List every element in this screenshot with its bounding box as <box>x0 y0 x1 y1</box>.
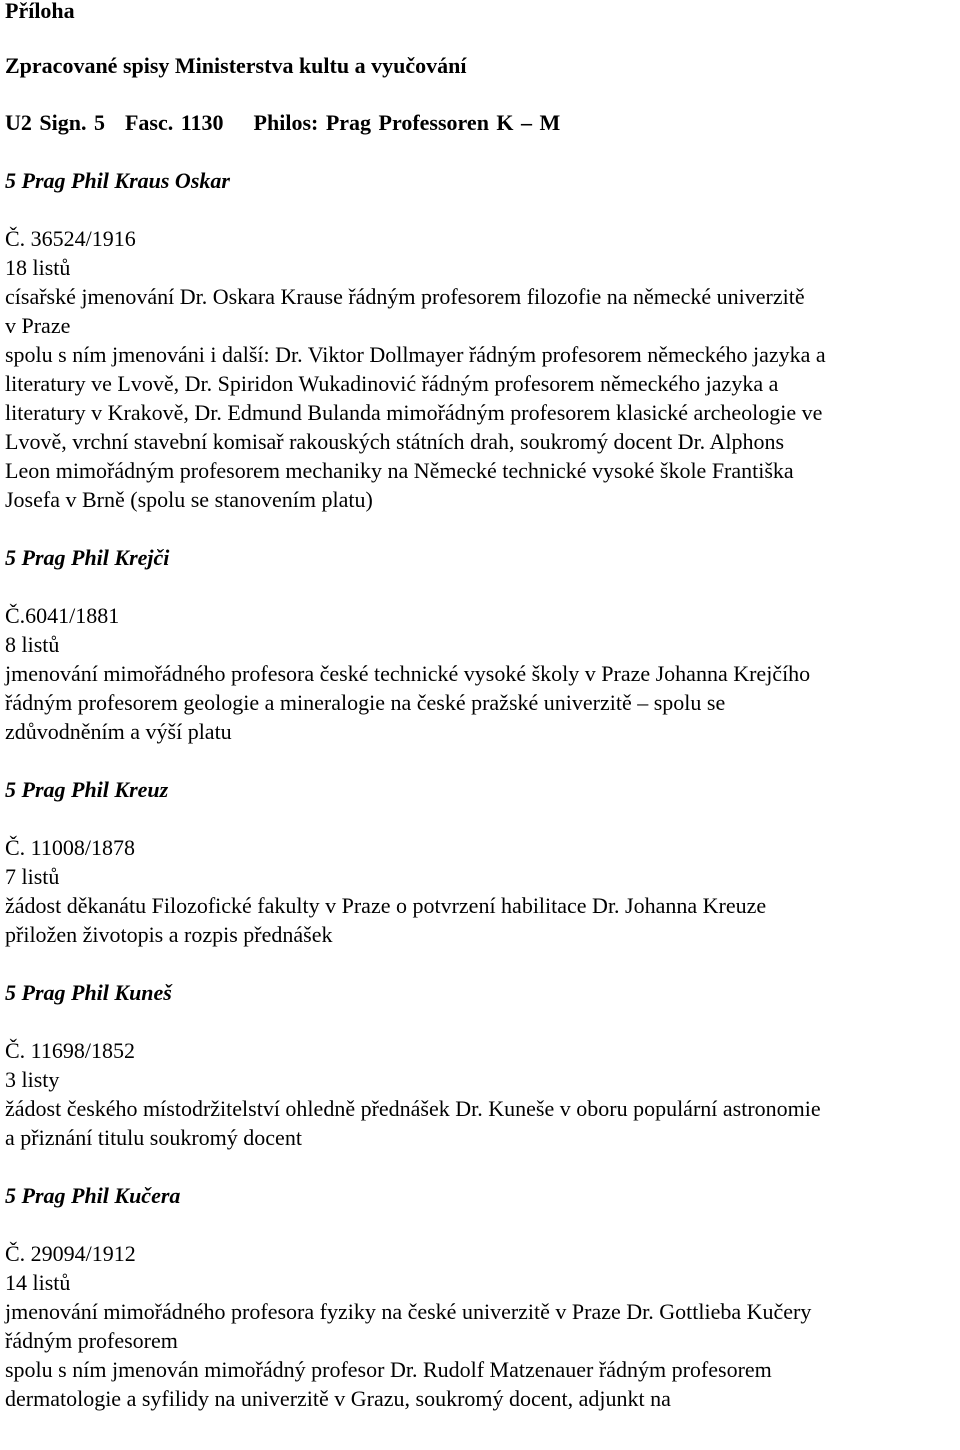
signature-fascicle: Fasc. 1130 <box>124 110 224 135</box>
record-text-line: řádným profesorem geologie a mineralogie na české pražské univerzitě – spolu se <box>5 690 726 715</box>
record-section <box>5 978 955 1152</box>
archive-signature <box>5 108 955 137</box>
record-text-line: Leon mimořádným profesorem mechaniky na Německé technické vysoké škole Františka <box>5 458 794 483</box>
record-text-line: žádost děkanátu Filozofické fakulty v Praze o potvrzení habilitace Dr. Johanna Kreuze <box>5 893 767 918</box>
record-number: Č. 29094/1912 <box>5 1241 136 1266</box>
section-heading: 5 Prag Phil Kuneš <box>5 980 172 1005</box>
record-text-line: v Praze <box>5 313 71 338</box>
record-text-line: jmenování mimořádného profesora české technické vysoké školy v Praze Johanna Krejčího <box>5 661 811 686</box>
record-text-line: literatury v Krakově, Dr. Edmund Bulanda mimořádným profesorem klasické archeologie ve <box>5 400 823 425</box>
record-text-line: spolu s ním jmenován mimořádný profesor Dr. Rudolf Matzenauer řádným profesorem <box>5 1357 772 1382</box>
record-text-line: a přiznání titulu soukromý docent <box>5 1125 302 1150</box>
record-section <box>5 775 955 949</box>
record-number: Č. 11698/1852 <box>5 1038 135 1063</box>
signature-sign: U2 Sign. 5 <box>5 110 105 135</box>
section-heading: 5 Prag Phil Krejči <box>5 545 170 570</box>
sheet-count: 14 listů <box>5 1270 71 1295</box>
document-subtitle: Zpracované spisy Ministerstva kultu a vyučování <box>5 53 467 78</box>
record-text-line: Josefa v Brně (spolu se stanovením platu) <box>5 487 373 512</box>
record-section <box>5 1181 955 1413</box>
record-text-line: Lvově, vrchní stavební komisař rakouských státních drah, soukromý docent Dr. Alphons <box>5 429 785 454</box>
record-text-line: přiložen životopis a rozpis přednášek <box>5 922 333 947</box>
record-text-line: dermatologie a syfilidy na univerzitě v Grazu, soukromý docent, adjunkt na <box>5 1386 671 1411</box>
record-section <box>5 543 955 746</box>
record-text-line: zdůvodněním a výší platu <box>5 719 232 744</box>
record-text-line: literatury ve Lvově, Dr. Spiridon Wukadinović řádným profesorem německého jazyka a <box>5 371 779 396</box>
record-text-line: řádným profesorem <box>5 1328 178 1353</box>
section-heading: 5 Prag Phil Kraus Oskar <box>5 168 230 193</box>
sheet-count: 7 listů <box>5 864 60 889</box>
record-number: Č. 11008/1878 <box>5 835 135 860</box>
signature-description: Philos: Prag Professoren K – M <box>253 110 561 135</box>
sheet-count: 3 listy <box>5 1067 60 1092</box>
record-text-line: spolu s ním jmenováni i další: Dr. Viktor Dollmayer řádným profesorem německého jazyka a <box>5 342 826 367</box>
record-text-line: žádost českého místodržitelství ohledně přednášek Dr. Kuneše v oboru populární astronomie <box>5 1096 821 1121</box>
document-page <box>5 0 955 1413</box>
sheet-count: 8 listů <box>5 632 60 657</box>
record-text-line: císařské jmenování Dr. Oskara Krause řádným profesorem filozofie na německé univerzitě <box>5 284 805 309</box>
section-heading: 5 Prag Phil Kreuz <box>5 777 169 802</box>
section-heading: 5 Prag Phil Kučera <box>5 1183 181 1208</box>
record-section <box>5 166 955 514</box>
record-number: Č.6041/1881 <box>5 603 120 628</box>
sheet-count: 18 listů <box>5 255 71 280</box>
record-number: Č. 36524/1916 <box>5 226 136 251</box>
record-text-line: jmenování mimořádného profesora fyziky na české univerzitě v Praze Dr. Gottlieba Kučery <box>5 1299 812 1324</box>
document-title: Příloha <box>5 0 75 23</box>
